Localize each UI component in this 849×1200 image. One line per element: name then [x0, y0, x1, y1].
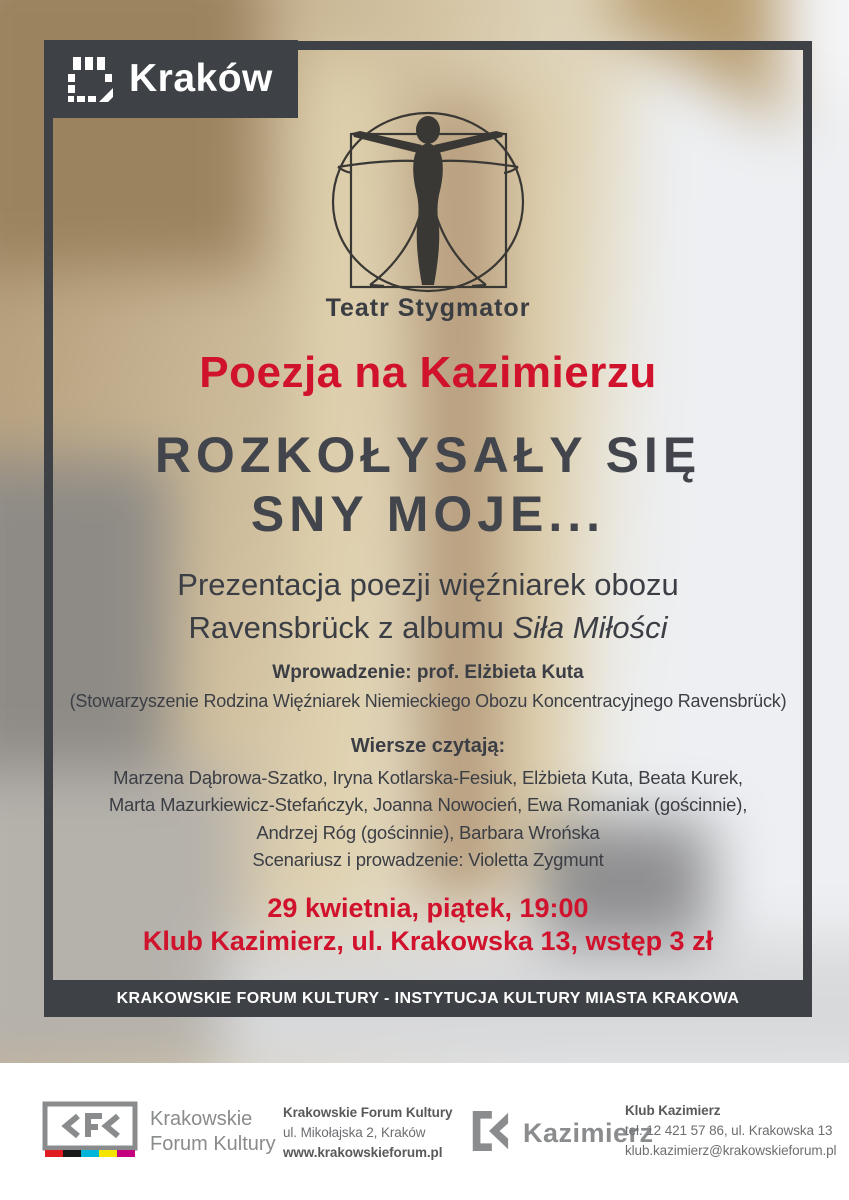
- readers-line: Andrzej Róg (gościnnie), Barbara Wrońska: [256, 821, 600, 843]
- kfk-logo-icon: [42, 1101, 138, 1164]
- main-title-line2: SNY MOJE...: [250, 486, 606, 542]
- klub-contact: tel. 12 421 57 86, ul. Krakowska 13: [625, 1123, 833, 1138]
- subtitle: [53, 563, 803, 649]
- krakow-logo-label: Kraków: [129, 57, 273, 100]
- kazimierz-logo-word: Kazimierz: [523, 1118, 654, 1148]
- klub-email: klub.kazimierz@krakowskieforum.pl: [625, 1143, 837, 1158]
- readers-list: [53, 764, 803, 874]
- intro-association: (Stowarzyszenie Rodzina Więźniarek Niemieckiego Obozu Koncentracyjnego Ravensbrück): [69, 691, 787, 711]
- krakow-crown-square-icon: [66, 55, 114, 103]
- klub-kazimierz-contact-block: [625, 1101, 836, 1161]
- series-title: Poezja na Kazimierzu: [199, 348, 657, 397]
- readers-heading: Wiersze czytają:: [350, 735, 506, 757]
- main-title: [53, 426, 803, 544]
- vitruvian-man-icon: [53, 105, 803, 300]
- kfk-org-website: www.krakowskieforum.pl: [283, 1145, 443, 1160]
- kazimierz-k-icon: [468, 1108, 510, 1159]
- album-title: Siła Miłości: [512, 610, 668, 645]
- institution-bar: [44, 980, 812, 1017]
- readers-line: Marzena Dąbrowa-Szatko, Iryna Kotlarska-Fesiuk, Elżbieta Kuta, Beata Kurek,: [113, 767, 743, 788]
- main-title-line1: ROZKOŁYSAŁY SIĘ: [154, 427, 702, 483]
- subtitle-line2-prefix: Ravensbrück z albumu: [188, 610, 513, 645]
- event-date: 29 kwietnia, piątek, 19:00: [267, 893, 589, 923]
- subtitle-line2: [53, 606, 803, 649]
- kfk-org-name: Krakowskie Forum Kultury: [283, 1105, 453, 1120]
- kfk-name-line1: Krakowskie: [150, 1108, 253, 1130]
- kfk-contact-block: [283, 1103, 452, 1163]
- footer: [0, 1063, 849, 1200]
- kfk-logo-wordmark: [150, 1107, 276, 1157]
- theatre-name: Teatr Stygmator: [325, 294, 531, 322]
- kfk-name-line2: Forum Kultury: [150, 1133, 276, 1155]
- readers-line: Scenariusz i prowadzenie: Violetta Zygmunt: [252, 849, 604, 871]
- intro-speaker: Wprowadzenie: prof. Elżbieta Kuta: [272, 662, 584, 683]
- institution-bar-text: KRAKOWSKIE FORUM KULTURY - INSTYTUCJA KULTURY MIASTA KRAKOWA: [116, 989, 740, 1007]
- klub-name: Klub Kazimierz: [625, 1103, 721, 1118]
- event-place: Klub Kazimierz, ul. Krakowska 13, wstęp 3 zł: [142, 926, 714, 956]
- readers-line: Marta Mazurkiewicz-Stefańczyk, Joanna Nowocień, Ewa Romaniak (gościnnie),: [108, 794, 748, 816]
- subtitle-line1: Prezentacja poezji więźniarek obozu: [177, 567, 679, 602]
- krakow-city-logo: [44, 40, 298, 118]
- kfk-org-address: ul. Mikołajska 2, Kraków: [283, 1125, 426, 1140]
